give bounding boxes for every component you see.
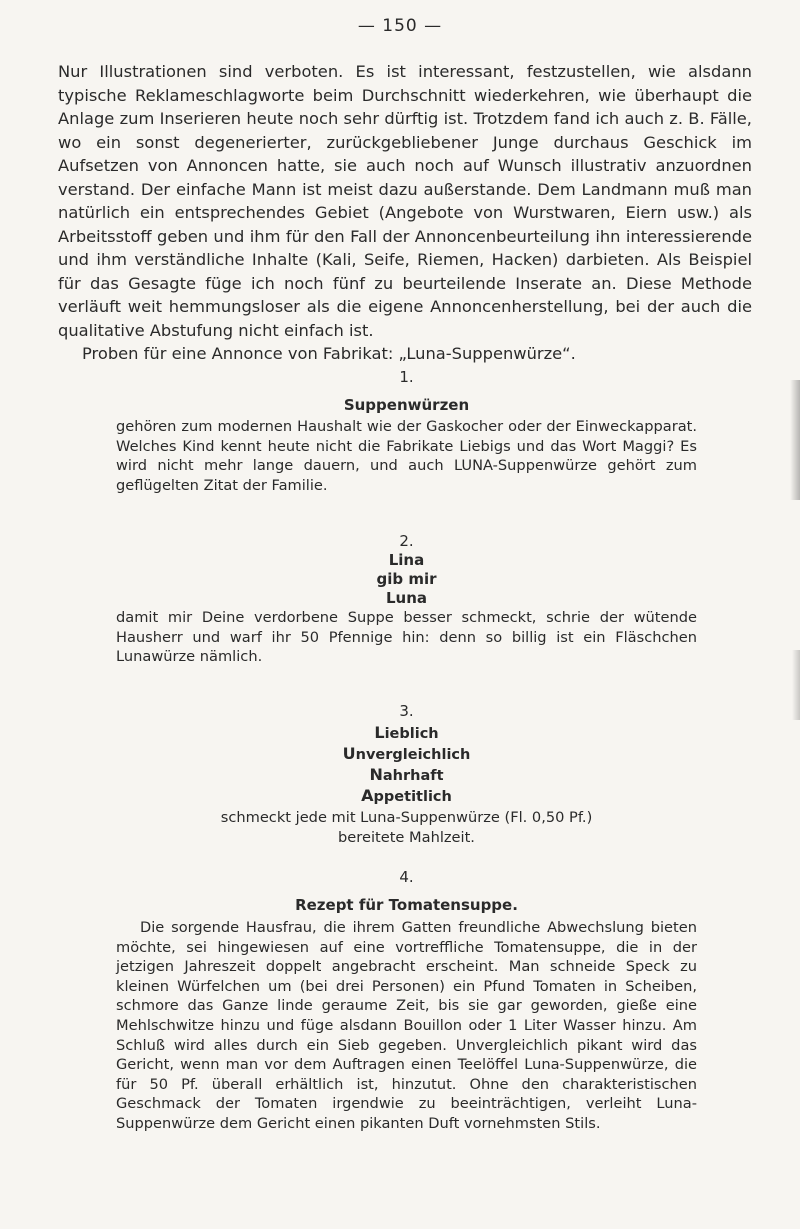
acrostic-capital: A <box>361 786 374 805</box>
sample-1 <box>116 368 697 495</box>
acrostic-line <box>116 765 697 786</box>
acrostic-line <box>116 723 697 744</box>
page-number: — 150 — <box>357 16 443 36</box>
acrostic-rest: ieblich <box>384 726 439 742</box>
sample-text-line: schmeckt jede mit Luna-Suppenwürze (Fl. 0,50 Pf.) <box>220 809 593 826</box>
sample-number: 4. <box>399 868 414 886</box>
sample-number: 2. <box>399 532 414 550</box>
acrostic-capital: N <box>369 765 383 784</box>
acrostic-capital: L <box>374 723 385 742</box>
acrostic-rest: ahrhaft <box>382 768 444 784</box>
page-edge-shadow <box>790 380 800 500</box>
intro-text <box>58 60 752 366</box>
acrostic-capital: U <box>342 744 356 763</box>
sample-heading: Suppenwürzen <box>343 396 470 414</box>
sample-line-gib-mir: gib mir <box>376 570 437 588</box>
sample-3 <box>116 702 697 847</box>
acrostic-rest: nvergleichlich <box>355 747 471 763</box>
sample-text: Die sorgende Hausfrau, die ihrem Gatten freundliche Abwechslung bieten möchte, sei hingewiesen auf eine vortreffliche Tomatensuppe, die in der jetzigen Jahreszeit doppelt angebracht erscheint. Man schneide Speck zu kleinen Würfelchen um (bei drei Personen) ein Pfund Tomaten in Scheiben, schmore das Ganze linde geraume Zeit, bis sie gar geworden, gieße eine Mehlschwitze hinzu und füge alsdann Bouillon oder 1 Liter Wasser hinzu. Am Schluß wird alles durch ein Sieb gegeben. Unvergleichlich pikant wird das Gericht, wenn man vor dem Auftragen einen Teelöffel Luna-Suppenwürze, die für 50 Pf. überall erhältlich ist, hinzutut. Ohne den charakteristischen Geschmack der Tomaten irgendwie zu beeinträchtigen, verleiht Luna-Suppenwürze dem Gericht einen pikanten Duft vornehmsten Stils. <box>116 919 697 1132</box>
sample-2 <box>116 532 697 667</box>
sample-line-lina: Lina <box>388 551 425 569</box>
sample-text-line: bereitete Mahlzeit. <box>338 828 475 846</box>
acrostic-rest: ppetitlich <box>373 789 452 805</box>
page-edge-shadow <box>792 650 800 720</box>
sample-number: 1. <box>399 368 414 386</box>
acrostic-line <box>116 786 697 807</box>
sample-heading: Rezept für Tomatensuppe. <box>295 896 518 914</box>
sample-text: gehören zum modernen Haushalt wie der Gaskocher oder der Einweckapparat. Welches Kind kennt heute nicht die Fabrikate Liebigs und das Wort Maggi? Es wird nicht mehr lange dauern, und auch LUNA-Suppenwürze gehört zum geflügelten Zitat der Familie. <box>116 418 697 494</box>
sample-number: 3. <box>399 702 414 720</box>
sample-4 <box>116 868 697 1134</box>
intro-samples-line: Proben für eine Annonce von Fabrikat: „Luna-Suppenwürze“. <box>82 344 576 363</box>
acrostic-line <box>116 744 697 765</box>
sample-text: damit mir Deine verdorbene Suppe besser schmeckt, schrie der wütende Hausherr und warf ihr 50 Pfennige hin: denn so billig ist ein Fläschchen Lunawürze nämlich. <box>116 609 697 666</box>
sample-line-luna: Luna <box>385 589 428 607</box>
intro-paragraph: Nur Illustrationen sind verboten. Es ist interessant, festzustellen, wie alsdann typische Reklameschlagworte beim Durchschnitt wiederkehren, wie überhaupt die Anlage zum Inserieren heute noch sehr dürftig ist. Trotzdem fand ich auch z. B. Fälle, wo ein sonst degenerierter, zurückgebliebener Junge durchaus Geschick im Aufsetzen von Annoncen hatte, sie auch noch auf Wunsch illustrativ anzuordnen verstand. Der einfache Mann ist meist dazu außerstande. Dem Landmann muß man natürlich ein entsprechendes Gebiet (Angebote von Wurstwaren, Eiern usw.) als Arbeitsstoff geben und ihm für den Fall der Annoncenbeurteilung ihn interessierende und ihm verständliche Inhalte (Kali, Seife, Riemen, Hacken) darbieten. Als Beispiel für das Gesagte füge ich noch fünf zu beurteilende Inserate an. Diese Methode verläuft weit hemmungsloser als die eigene Annoncenherstellung, bei der auch die qualitative Abstufung nicht einfach ist. <box>58 62 752 340</box>
